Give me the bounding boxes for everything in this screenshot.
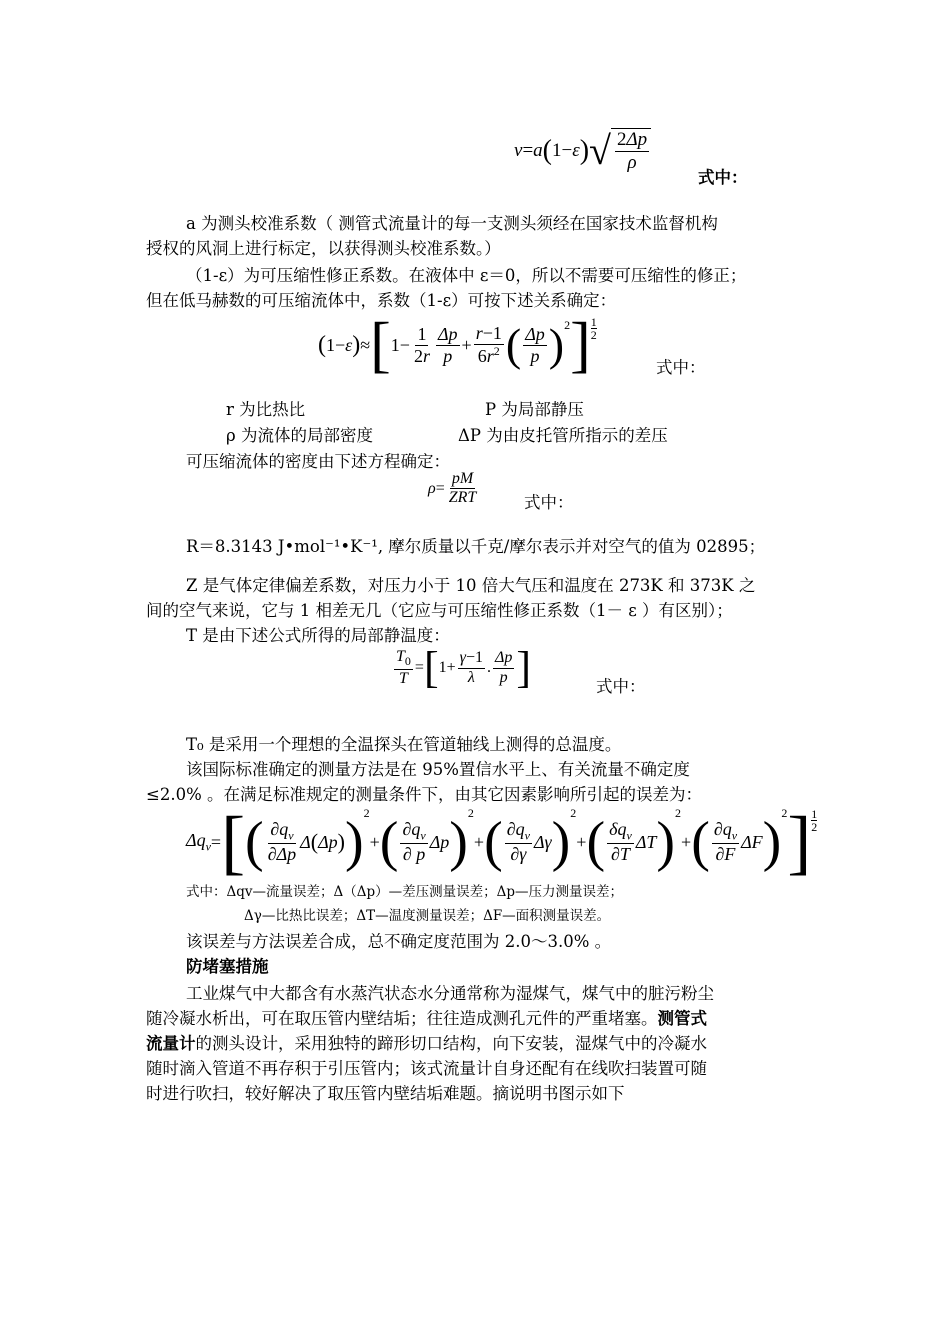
notes-line2: Δγ—比热比误差；ΔT—温度测量误差；ΔF—面积测量误差。 [244, 908, 611, 924]
paragraph-compressibility-line1: （1-ε）为可压缩性修正系数。在液体中 ε＝0，所以不需要可压缩性的修正； [186, 266, 747, 285]
definition-P: P 为局部静压 [485, 400, 584, 419]
paragraph-anti-clogging-line3 [146, 1032, 707, 1056]
eq4-caption: 式中： [596, 677, 646, 696]
notes-line1: 式中：Δqv—流量误差；Δ（Δp）—差压测量误差；Δp—压力测量误差； [186, 884, 624, 900]
paragraph-z-factor-line3: T 是由下述公式所得的局部静温度： [186, 626, 450, 645]
equation-error: $\Delta q_v$ = [ ( $\frac{\partial q_v}{\partial\Delta p}$ Δ ( Δp ) ) 2 + ( $\frac{\partial q_v}{\partial p}$ Δp ) 2 + ( $\frac{\partial q_v}{\partial\gamma}$ Δγ ) 2 + ( $\frac{\delta q_v}{\partial T}$ ΔT ) 2 + ( $\frac{\partial q_v}{\partial F}$ ΔF ) 2 ] 1 2 [186, 802, 818, 882]
paragraph-calibration-line1: a 为测头校准系数（ 测管式流量计的每一支测头须经在国家技术监督机构 [186, 214, 718, 233]
definition-rho: ρ 为流体的局部密度 [226, 426, 373, 445]
equation-compressibility: ( 1− ε ) ≈ [ 1− $\frac{1}{2r}$ $\frac{\Delta p}{p}$ + $\frac{r-1}{6r^2}$ ( $\frac{\Delta p}{p}$ ) 2 ] 1 2 [318, 311, 597, 379]
paragraph-z-factor-line1: Z 是气体定律偏差系数，对压力小于 10 倍大气压和温度在 273K 和 373K 之 [186, 576, 756, 595]
eq3-caption: 式中： [524, 493, 574, 512]
paragraph-total-uncertainty: 该误差与方法误差合成，总不确定度范围为 2.0～3.0% 。 [186, 932, 612, 951]
paragraph-calibration-line2: 授权的风洞上进行标定，以获得测头校准系数。） [146, 239, 501, 258]
paragraph-z-factor-line2: 间的空气来说，它与 1 相差无几（它应与可压缩性修正系数（1－ ε ）有区别）； [146, 601, 733, 620]
paragraph-compressibility-line2: 但在低马赫数的可压缩流体中，系数（1-ε）可按下述关系确定： [146, 291, 617, 310]
equation-velocity: v = a ( 1− ε ) √ $\frac{2\Delta p}{\rho}$ [514, 128, 651, 174]
definition-dP: ΔP 为由皮托管所指示的差压 [458, 426, 668, 445]
paragraph-anti-clogging-line4: 随时滴入管道不再存积于引压管内；该式流量计自身还配有在线吹扫装置可随 [146, 1059, 707, 1078]
section-heading-anti-clogging: 防堵塞措施 [186, 957, 269, 976]
definition-r: r 为比热比 [226, 400, 306, 419]
eq1-caption: 式中： [698, 168, 748, 187]
paragraph-anti-clogging-line5: 时进行吹扫，较好解决了取压管内壁结垢难题。摘说明书图示如下 [146, 1084, 625, 1103]
equation-temperature: $\frac{T_0}{T}$ = [ 1+ $\frac{\gamma-1}{\lambda}$ . $\frac{\Delta p}{p}$ ] [396, 643, 532, 692]
paragraph-uncertainty-line2: ≤2.0% 。在满足标准规定的测量条件下，由其它因素影响所引起的误差为： [146, 785, 702, 804]
line3-bold: 流量计 [146, 1034, 196, 1053]
paragraph-anti-clogging-line1: 工业煤气中大都含有水蒸汽状态水分通常称为湿煤气，煤气中的脏污粉尘 [186, 984, 714, 1003]
line3-text: 的测头设计，采用独特的蹄形切口结构，向下安装，湿煤气中的冷凝水 [195, 1034, 707, 1053]
eq2-caption: 式中： [656, 358, 706, 377]
paragraph-anti-clogging-line2 [146, 1007, 707, 1031]
paragraph-gas-constant: R＝8.3143 J•mol⁻¹•K⁻¹, 摩尔质量以千克/摩尔表示并对空气的值为 02895； [186, 537, 766, 556]
line2-text: 随冷凝水析出，可在取压管内壁结垢；往往造成测孔元件的严重堵塞。 [146, 1009, 658, 1028]
paragraph-total-temperature: T₀ 是采用一个理想的全温探头在管道轴线上测得的总温度。 [186, 735, 622, 754]
line2-bold: 测管式 [657, 1009, 707, 1028]
equation-density: ρ = $\frac{pM}{\text{ZRT}}$ [428, 470, 477, 507]
paragraph-uncertainty-line1: 该国际标准确定的测量方法是在 95%置信水平上、有关流量不确定度 [186, 760, 690, 779]
paragraph-density-intro: 可压缩流体的密度由下述方程确定： [186, 452, 450, 471]
